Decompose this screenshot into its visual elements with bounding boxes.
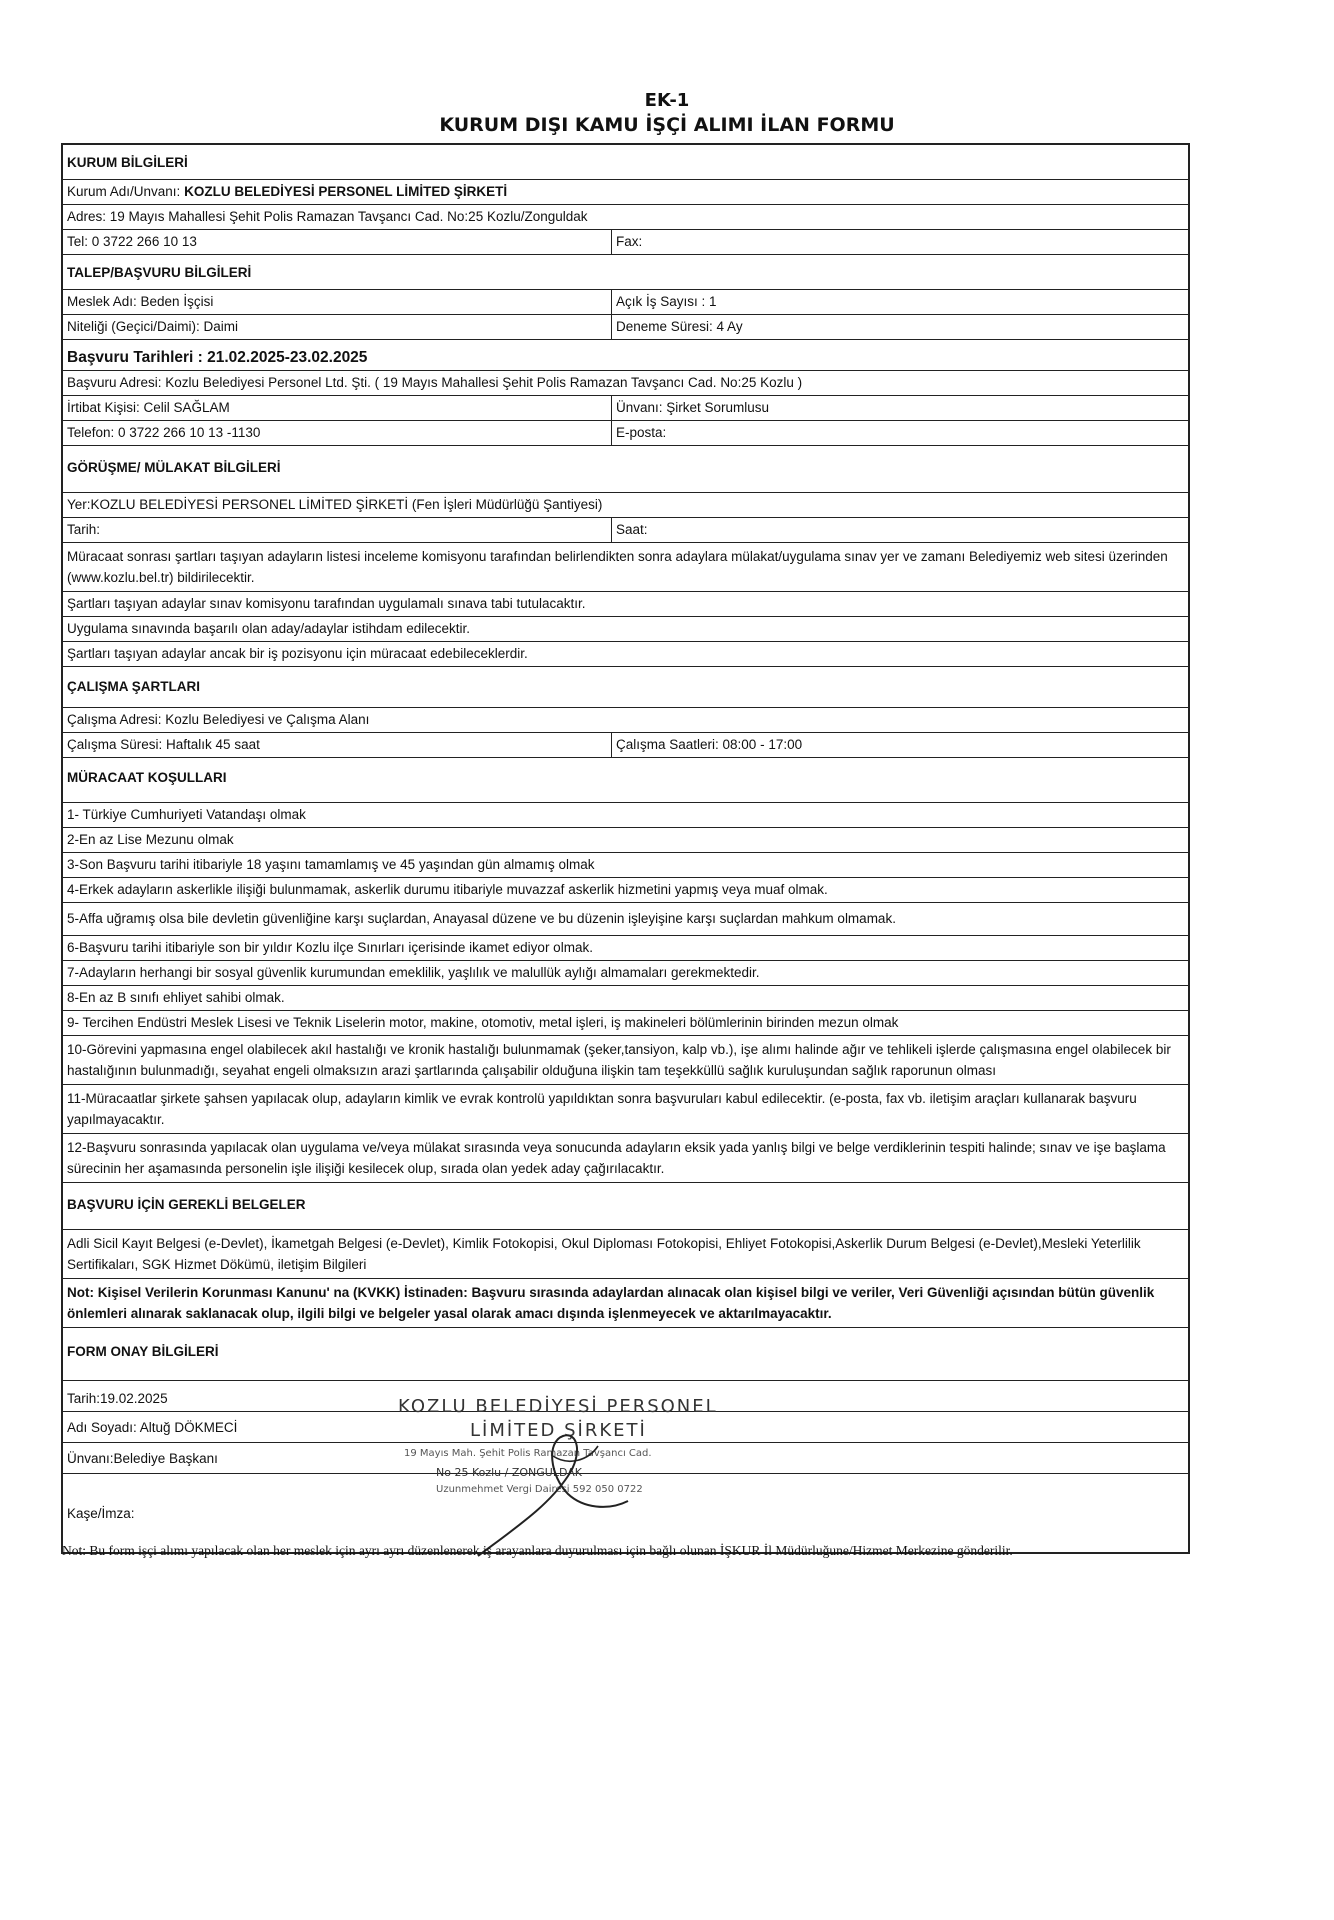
- kurum-tel: Tel: 0 3722 266 10 13: [63, 230, 612, 254]
- form-table: [61, 143, 1190, 1554]
- stamp-line-4: No 25 Kozlu / ZONGULDAK: [436, 1466, 582, 1479]
- onay-kase: Kaşe/İmza:: [67, 1506, 135, 1521]
- condition-item: 9- Tercihen Endüstri Meslek Lisesi ve Teknik Liselerin motor, makine, otomotiv, metal işleri, iş makineleri bölümlerinin birinden mezun olmak: [63, 1011, 1188, 1036]
- condition-item: 1- Türkiye Cumhuriyeti Vatandaşı olmak: [63, 803, 1188, 828]
- ek-number: EK-1: [644, 90, 690, 111]
- gorusme-yer: Yer:KOZLU BELEDİYESİ PERSONEL LİMİTED ŞİRKETİ (Fen İşleri Müdürlüğü Şantiyesi): [63, 493, 1188, 518]
- talep-deneme: Deneme Süresi: 4 Ay: [616, 319, 743, 334]
- stamp-line-1: KOZLU BELEDİYESİ PERSONEL: [398, 1396, 718, 1417]
- condition-item: 3-Son Başvuru tarihi itibariyle 18 yaşını tamamlamış ve 45 yaşından gün almamış olmak: [63, 853, 1188, 878]
- talep-adres: Başvuru Adresi: Kozlu Belediyesi Personel Ltd. Şti. ( 19 Mayıs Mahallesi Şehit Polis Ramazan Tavşancı Cad. No:25 Kozlu ): [63, 371, 1188, 396]
- onay-ad: Adı Soyadı: Altuğ DÖKMECİ: [63, 1412, 1188, 1443]
- condition-item: 7-Adayların herhangi bir sosyal güvenlik kurumundan emeklilik, yaşlılık ve malullük aylığı almamaları gerekmektedir.: [63, 961, 1188, 986]
- talep-nitelik-row: [63, 315, 1188, 340]
- talep-telefon: Telefon: 0 3722 266 10 13 -1130: [63, 421, 612, 445]
- section-onay: FORM ONAY BİLGİLERİ: [63, 1328, 1188, 1381]
- talep-meslek: Meslek Adı: Beden İşçisi: [63, 290, 612, 314]
- talep-telefon-row: [63, 421, 1188, 446]
- talep-irtibat-row: [63, 396, 1188, 421]
- calisma-sure: Çalışma Süresi: Haftalık 45 saat: [63, 733, 612, 757]
- talep-eposta: E-posta:: [616, 425, 667, 440]
- gorusme-saat: Saat:: [616, 522, 648, 537]
- condition-item: 11-Müracaatlar şirkete şahsen yapılacak olup, adayların kimlik ve evrak kontrolü yapıldıktan sonra başvuruları kabul edilecektir. (e-posta, fax vb. iletişim araçları kullanarak başvuru yapılmayacaktır.: [63, 1085, 1188, 1134]
- condition-item: 8-En az B sınıfı ehliyet sahibi olmak.: [63, 986, 1188, 1011]
- talep-tarihler: Başvuru Tarihleri : 21.02.2025-23.02.2025: [63, 340, 1188, 371]
- stamp-line-2: LİMİTED ŞİRKETİ: [470, 1420, 647, 1441]
- talep-irtibat: İrtibat Kişisi: Celil SAĞLAM: [63, 396, 612, 420]
- kurum-tel-row: [63, 230, 1188, 255]
- talep-acik-is: Açık İş Sayısı : 1: [616, 294, 717, 309]
- kurum-fax: Fax:: [616, 234, 643, 249]
- gorusme-note-4: Şartları taşıyan adaylar ancak bir iş pozisyonu için müracaat edebileceklerdir.: [63, 642, 1188, 667]
- gorusme-tarih-row: [63, 518, 1188, 543]
- onay-unvan: Ünvanı:Belediye Başkanı: [63, 1443, 1188, 1474]
- talep-unvan: Ünvanı: Şirket Sorumlusu: [616, 400, 770, 415]
- gorusme-note-3: Uygulama sınavında başarılı olan aday/adaylar istihdam edilecektir.: [63, 617, 1188, 642]
- talep-meslek-row: [63, 290, 1188, 315]
- condition-item: 4-Erkek adayların askerlikle ilişiği bulunmamak, askerlik durumu itibariyle muvazzaf askerlik hizmetini yapmış veya muaf olmak.: [63, 878, 1188, 903]
- talep-nitelik: Niteliği (Geçici/Daimi): Daimi: [63, 315, 612, 339]
- condition-item: 12-Başvuru sonrasında yapılacak olan uygulama ve/veya mülakat sırasında veya sonucunda adayların eksik yada yanlış bilgi ve belge verdiklerinin tespiti halinde; sınav ve işe başlama sürecinin her aşamasında personelin işle ilişiği kesilecek olup, sırada olan yedek aday çağırılacaktır.: [63, 1134, 1188, 1183]
- condition-item: 5-Affa uğramış olsa bile devletin güvenliğine karşı suçlardan, Anayasal düzene ve bu düzenin işleyişine karşı suçlardan mahkum olmamak.: [63, 903, 1188, 936]
- kurum-address: Adres: 19 Mayıs Mahallesi Şehit Polis Ramazan Tavşancı Cad. No:25 Kozlu/Zonguldak: [63, 205, 1188, 230]
- onay-tarih: Tarih:19.02.2025: [63, 1381, 1188, 1412]
- section-muracaat: MÜRACAAT KOŞULLARI: [63, 758, 1188, 803]
- condition-item: 10-Görevini yapmasına engel olabilecek akıl hastalığı ve kronik hastalığı bulunmamak (şeker,tansiyon, kalp vb.), işe alımı halinde ağır ve tehlikeli işlerde çalışmasına engel olabilecek bir hastalığının bulunmadığı, seyahat engeli olmaksızın arazi şartlarında çalışabilir olduğuna ilişkin tam teşekküllü sağlık kuruluşundan sağlık raporunun olması: [63, 1036, 1188, 1085]
- kvkk-note: Not: Kişisel Verilerin Korunması Kanunu' na (KVKK) İstinaden: Başvuru sırasında adaylardan alınacak olan kişisel bilgi ve veriler, Veri Güvenliği açısından bütün güvenlik önlemleri alınarak saklanacak olup, ilgili bilgi ve belgeler yasal olarak amacı dışında işlenmeyecek ve aktarılmayacaktır.: [63, 1279, 1188, 1328]
- gorusme-note-2: Şartları taşıyan adaylar sınav komisyonu tarafından uygulamalı sınava tabi tutulacaktır.: [63, 592, 1188, 617]
- calisma-adres: Çalışma Adresi: Kozlu Belediyesi ve Çalışma Alanı: [63, 708, 1188, 733]
- section-talep: TALEP/BAŞVURU BİLGİLERİ: [63, 255, 1188, 290]
- stamp-line-3: 19 Mayıs Mah. Şehit Polis Ramazan Tavşancı Cad.: [404, 1448, 652, 1459]
- section-calisma: ÇALIŞMA ŞARTLARI: [63, 667, 1188, 708]
- kurum-name-label: Kurum Adı/Unvanı:: [67, 184, 181, 199]
- condition-item: 2-En az Lise Mezunu olmak: [63, 828, 1188, 853]
- section-belgeler: BAŞVURU İÇİN GEREKLİ BELGELER: [63, 1183, 1188, 1230]
- condition-item: 6-Başvuru tarihi itibariyle son bir yıldır Kozlu ilçe Sınırları içerisinde ikamet ediyor olmak.: [63, 936, 1188, 961]
- calisma-sure-row: [63, 733, 1188, 758]
- gorusme-note-1: Müracaat sonrası şartları taşıyan adayların listesi inceleme komisyonu tarafından belirlendikten sonra adaylara mülakat/uygulama sınav yer ve zamanı Belediyemiz web sitesi üzerinden (www.kozlu.bel.tr) bildirilecektir.: [63, 543, 1188, 592]
- stamp-line-5: Uzunmehmet Vergi Dairesi 592 050 0722: [436, 1484, 643, 1495]
- footnote: Not: Bu form işçi alımı yapılacak olan her meslek için ayrı ayrı düzenlenerek iş arayanlara duyurulması için bağlı olunan İŞKUR İl Müdürluğune/Hizmet Merkezine gönderilir.: [62, 1543, 1013, 1558]
- kurum-name-value: KOZLU BELEDİYESİ PERSONEL LİMİTED ŞİRKETİ: [184, 184, 508, 199]
- kurum-name-row: [63, 180, 1188, 205]
- section-kurum: KURUM BİLGİLERİ: [63, 145, 1188, 180]
- gorusme-tarih: Tarih:: [63, 518, 612, 542]
- form-title: KURUM DIŞI KAMU İŞÇİ ALIMI İLAN FORMU: [439, 114, 895, 136]
- belgeler-list: Adli Sicil Kayıt Belgesi (e-Devlet), İkametgah Belgesi (e-Devlet), Kimlik Fotokopisi, Okul Diploması Fotokopisi, Ehliyet Fotokopisi,Askerlik Durum Belgesi (e-Devlet),Mesleki Yeterlilik Sertifikaları, SGK Hizmet Dökümü, iletişim Bilgileri: [63, 1230, 1188, 1279]
- calisma-saatler: Çalışma Saatleri: 08:00 - 17:00: [616, 737, 803, 752]
- section-gorusme: GÖRÜŞME/ MÜLAKAT BİLGİLERİ: [63, 446, 1188, 493]
